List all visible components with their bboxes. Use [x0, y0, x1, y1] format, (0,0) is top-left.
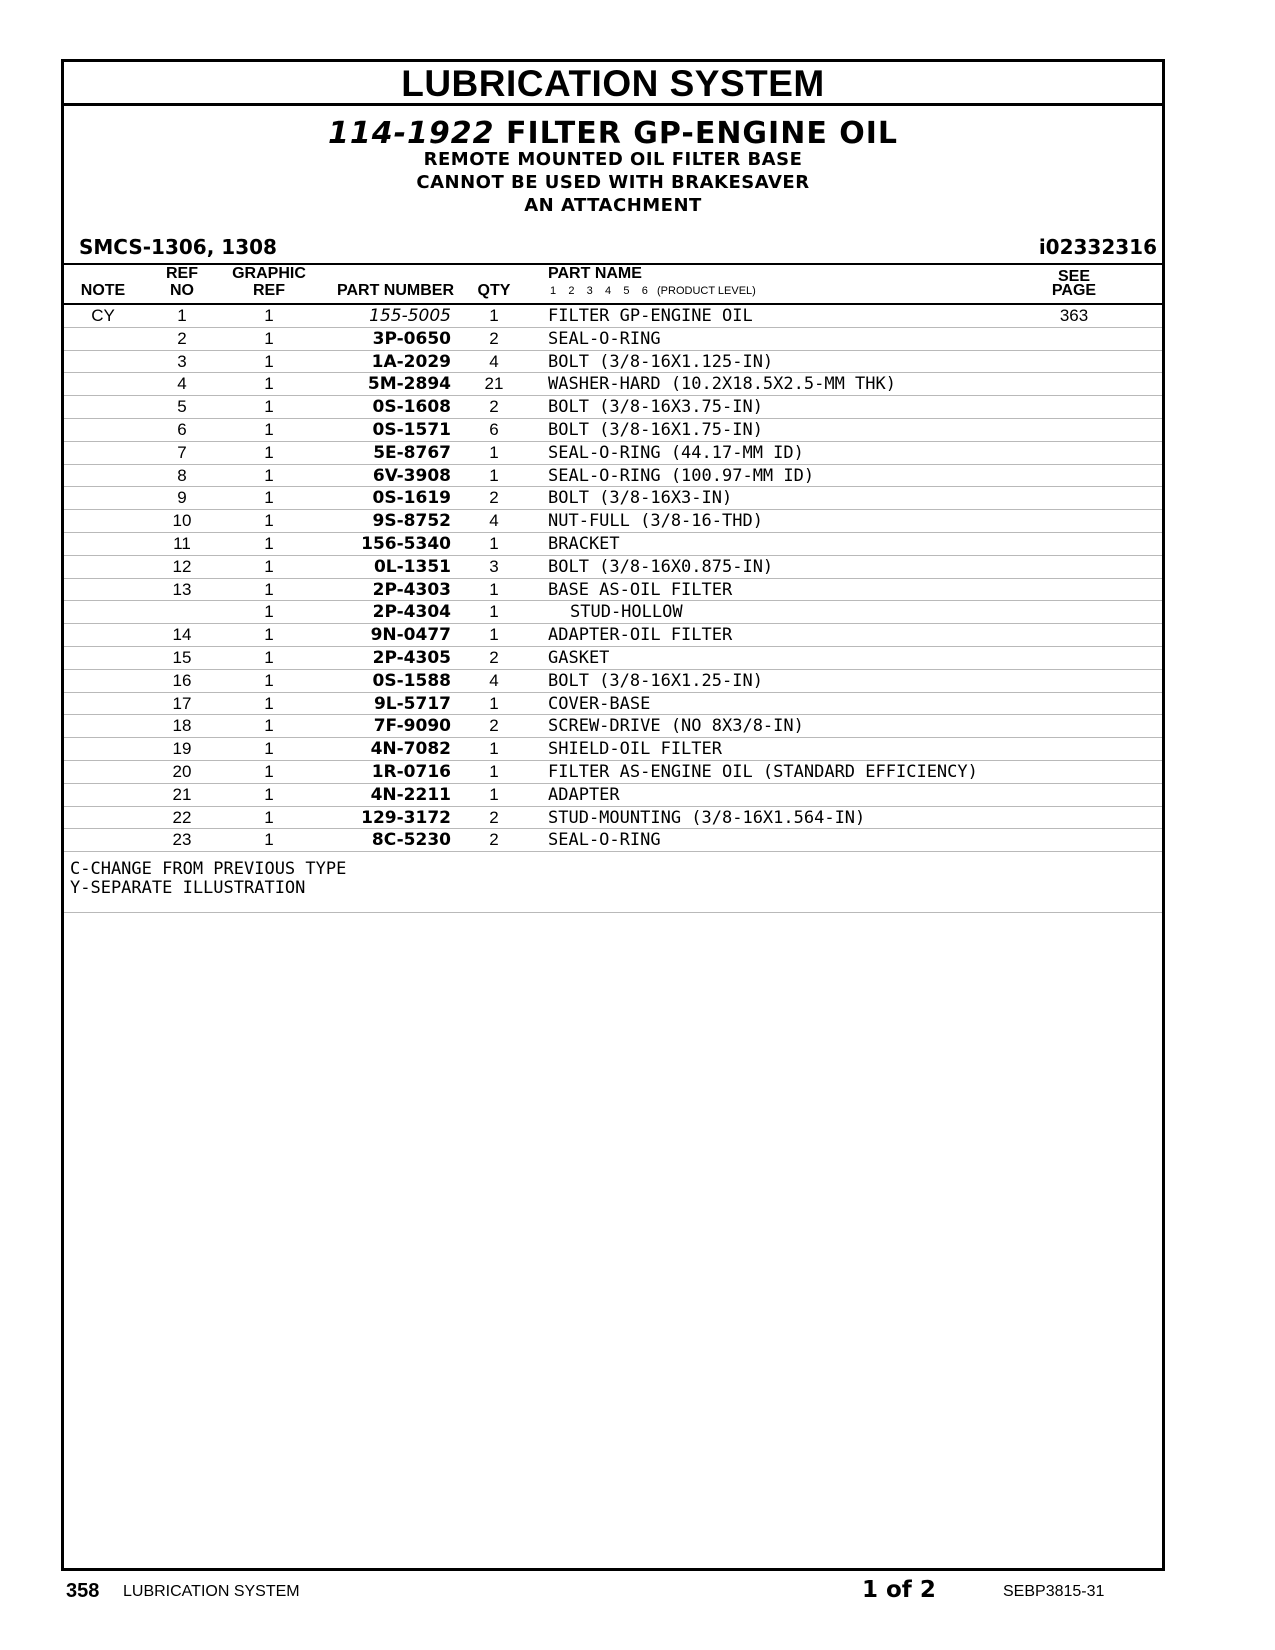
row-part-number[interactable]: 156-5340 [361, 533, 451, 554]
row-part-number[interactable]: 4N-7082 [370, 739, 451, 760]
row-ref-no: 22 [172, 807, 192, 827]
row-part-name: NUT-FULL (3/8-16-THD) [548, 511, 763, 532]
row-ref-no: 7 [177, 442, 187, 462]
row-ref-no: 14 [172, 625, 192, 645]
row-qty: 2 [489, 328, 499, 348]
row-graphic-ref: 1 [264, 351, 274, 371]
row-graphic-ref: 1 [264, 830, 274, 850]
row-part-number[interactable]: 0S-1608 [372, 397, 451, 418]
table-row [64, 647, 1162, 670]
table-row [64, 328, 1162, 351]
row-ref-no: 21 [172, 784, 192, 804]
row-part-number[interactable]: 9N-0477 [370, 625, 451, 646]
table-row [64, 670, 1162, 693]
table-row [64, 487, 1162, 510]
row-qty: 21 [484, 374, 504, 394]
table-row [64, 465, 1162, 488]
row-note: CY [91, 306, 115, 325]
table-row [64, 807, 1162, 830]
footer-publication-number: SEBP3815-31 [1003, 1583, 1105, 1600]
row-part-name: COVER-BASE [548, 693, 651, 714]
row-qty: 2 [489, 830, 499, 850]
row-graphic-ref: 1 [264, 306, 274, 325]
row-ref-no: 18 [172, 716, 192, 736]
row-qty: 1 [489, 761, 499, 781]
parts-table [64, 305, 1162, 852]
col-header-ref-bottom: NO [170, 282, 194, 299]
table-row [64, 305, 1162, 328]
row-part-name: ADAPTER [548, 784, 620, 805]
table-row [64, 761, 1162, 784]
row-qty: 1 [489, 306, 499, 325]
row-part-number[interactable]: 4N-2211 [370, 784, 451, 805]
row-qty: 1 [489, 625, 499, 645]
page-frame [61, 59, 1165, 1571]
row-part-number[interactable]: 2P-4303 [372, 579, 451, 600]
row-ref-no: 10 [172, 511, 192, 531]
row-qty: 1 [489, 465, 499, 485]
row-qty: 2 [489, 397, 499, 417]
subtitle-line-2: CANNOT BE USED WITH BRAKESAVER [416, 172, 810, 193]
row-qty: 4 [489, 511, 499, 531]
section-title: LUBRICATION SYSTEM [64, 62, 1162, 106]
notes-rule [64, 912, 1162, 913]
row-part-name: GASKET [548, 647, 610, 668]
row-part-name: BASE AS-OIL FILTER [548, 579, 733, 600]
row-graphic-ref: 1 [264, 397, 274, 417]
notes-legend [70, 860, 346, 898]
footer-page-count: 1 of 2 [862, 1577, 936, 1603]
row-graphic-ref: 1 [264, 465, 274, 485]
row-ref-no: 19 [172, 739, 192, 759]
row-part-number[interactable]: 9L-5717 [373, 693, 451, 714]
row-ref-no: 8 [177, 465, 187, 485]
col-header-ref-top: REF [166, 265, 198, 282]
row-part-name: BOLT (3/8-16X3.75-IN) [548, 397, 763, 418]
row-ref-no: 3 [177, 351, 187, 371]
table-row [64, 829, 1162, 852]
table-row [64, 533, 1162, 556]
group-title [64, 116, 1162, 151]
row-part-number[interactable]: 1R-0716 [371, 761, 451, 782]
row-qty: 1 [489, 602, 499, 622]
col-header-part-number: PART NUMBER [336, 282, 454, 299]
row-ref-no: 17 [172, 693, 192, 713]
document-identifier: i02332316 [1038, 235, 1157, 259]
row-graphic-ref: 1 [264, 670, 274, 690]
col-header-graphic-top: GRAPHIC [232, 265, 306, 282]
row-qty: 1 [489, 579, 499, 599]
row-part-number[interactable]: 2P-4304 [372, 602, 451, 623]
row-part-number[interactable]: 0S-1619 [372, 488, 451, 509]
row-part-name: BOLT (3/8-16X1.25-IN) [548, 670, 763, 691]
row-graphic-ref: 1 [264, 761, 274, 781]
row-qty: 2 [489, 647, 499, 667]
row-part-name: BOLT (3/8-16X0.875-IN) [548, 556, 774, 577]
row-part-number[interactable]: 0L-1351 [373, 556, 451, 577]
group-name: FILTER GP-ENGINE OIL [505, 116, 899, 151]
note-line-change: C-CHANGE FROM PREVIOUS TYPE [70, 859, 347, 879]
row-graphic-ref: 1 [264, 374, 274, 394]
table-row [64, 373, 1162, 396]
table-row [64, 624, 1162, 647]
row-part-name: STUD-MOUNTING (3/8-16X1.564-IN) [548, 807, 866, 828]
table-row [64, 556, 1162, 579]
row-graphic-ref: 1 [264, 442, 274, 462]
row-graphic-ref: 1 [264, 807, 274, 827]
row-graphic-ref: 1 [264, 488, 274, 508]
row-part-name: STUD-HOLLOW [570, 602, 683, 623]
row-qty: 2 [489, 716, 499, 736]
row-part-name: ADAPTER-OIL FILTER [548, 625, 733, 646]
row-graphic-ref: 1 [264, 602, 274, 622]
row-see-page[interactable]: 363 [1059, 306, 1089, 325]
row-ref-no: 11 [173, 533, 191, 553]
table-row [64, 351, 1162, 374]
row-graphic-ref: 1 [264, 693, 274, 713]
row-part-name: FILTER AS-ENGINE OIL (STANDARD EFFICIENCY) [548, 761, 978, 782]
row-ref-no: 5 [177, 397, 187, 417]
row-ref-no: 1 [177, 306, 187, 325]
row-part-number[interactable]: 9S-8752 [372, 511, 451, 532]
row-qty: 6 [489, 419, 499, 439]
row-part-name: SHIELD-OIL FILTER [548, 739, 722, 760]
row-part-name: SCREW-DRIVE (NO 8X3/8-IN) [548, 716, 804, 737]
row-graphic-ref: 1 [264, 625, 274, 645]
row-part-name: WASHER-HARD (10.2X18.5X2.5-MM THK) [548, 374, 896, 395]
row-part-number[interactable]: 7F-9090 [373, 716, 451, 737]
row-part-number[interactable]: 5M-2894 [367, 374, 451, 395]
row-graphic-ref: 1 [264, 647, 274, 667]
table-row [64, 419, 1162, 442]
col-header-qty: QTY [477, 282, 511, 299]
row-ref-no: 23 [172, 830, 192, 850]
row-part-number[interactable]: 8C-5230 [371, 830, 451, 851]
row-part-name: SEAL-O-RING (44.17-MM ID) [548, 442, 804, 463]
row-ref-no: 2 [177, 328, 187, 348]
table-row [64, 601, 1162, 624]
row-part-name: BOLT (3/8-16X1.75-IN) [548, 419, 763, 440]
row-qty: 1 [489, 784, 499, 804]
row-part-number[interactable]: 129-3172 [361, 807, 451, 828]
table-row [64, 396, 1162, 419]
col-header-part-name: PART NAME [548, 265, 642, 282]
row-part-number[interactable]: 2P-4305 [372, 647, 451, 668]
row-ref-no: 15 [172, 647, 192, 667]
row-graphic-ref: 1 [264, 328, 274, 348]
row-graphic-ref: 1 [264, 716, 274, 736]
row-ref-no: 6 [177, 419, 187, 439]
row-ref-no: 16 [172, 670, 192, 690]
row-graphic-ref: 1 [264, 419, 274, 439]
row-part-number[interactable]: 1A-2029 [371, 351, 451, 372]
row-part-name: FILTER GP-ENGINE OIL [548, 306, 753, 326]
smcs-codes: SMCS-1306, 1308 [79, 235, 277, 259]
col-header-graphic-bottom: REF [253, 282, 285, 299]
col-header-see-top: SEE [1057, 268, 1090, 285]
row-graphic-ref: 1 [264, 556, 274, 576]
row-graphic-ref: 1 [264, 579, 274, 599]
row-qty: 2 [489, 488, 499, 508]
group-part-number[interactable]: 114-1922 [327, 116, 495, 151]
row-graphic-ref: 1 [264, 784, 274, 804]
footer-page-number: 358 [66, 1580, 100, 1602]
col-header-product-level: 1 2 3 4 5 6 (PRODUCT LEVEL) [550, 285, 756, 297]
row-ref-no: 12 [172, 556, 192, 576]
row-ref-no: 4 [177, 374, 187, 394]
row-part-name: SEAL-O-RING (100.97-MM ID) [548, 465, 815, 486]
subtitle-line-3: AN ATTACHMENT [524, 195, 702, 216]
row-qty: 1 [489, 442, 499, 462]
table-row [64, 693, 1162, 716]
row-qty: 4 [489, 351, 499, 371]
table-row [64, 715, 1162, 738]
note-line-separate: Y-SEPARATE ILLUSTRATION [70, 878, 306, 898]
table-row [64, 738, 1162, 761]
row-qty: 1 [489, 693, 499, 713]
row-qty: 2 [489, 807, 499, 827]
row-part-number[interactable]: 0S-1571 [372, 419, 451, 440]
row-ref-no: 13 [172, 579, 192, 599]
row-graphic-ref: 1 [264, 511, 274, 531]
row-ref-no: 9 [177, 488, 187, 508]
row-graphic-ref: 1 [264, 739, 274, 759]
row-part-name: BOLT (3/8-16X3-IN) [548, 488, 733, 509]
row-ref-no: 20 [172, 761, 192, 781]
footer-section-name: LUBRICATION SYSTEM [123, 1583, 300, 1600]
row-part-number[interactable]: 155-5005 [369, 306, 451, 326]
col-header-note: NOTE [80, 282, 126, 299]
row-part-name: BRACKET [548, 533, 620, 554]
table-row [64, 579, 1162, 602]
table-row [64, 784, 1162, 807]
table-row [64, 510, 1162, 533]
row-part-name: SEAL-O-RING [548, 328, 661, 349]
row-qty: 1 [489, 739, 499, 759]
row-qty: 4 [489, 670, 499, 690]
row-part-name: SEAL-O-RING [548, 830, 661, 851]
table-row [64, 442, 1162, 465]
row-part-number[interactable]: 6V-3908 [372, 465, 451, 486]
row-graphic-ref: 1 [264, 533, 274, 553]
row-part-number[interactable]: 5E-8767 [373, 442, 451, 463]
subtitle-line-1: REMOTE MOUNTED OIL FILTER BASE [423, 149, 803, 170]
row-part-number[interactable]: 0S-1588 [372, 670, 451, 691]
col-header-see-bottom: PAGE [1051, 282, 1097, 299]
row-qty: 3 [489, 556, 499, 576]
row-qty: 1 [489, 533, 499, 553]
row-part-name: BOLT (3/8-16X1.125-IN) [548, 351, 774, 372]
row-part-number[interactable]: 3P-0650 [372, 328, 451, 349]
